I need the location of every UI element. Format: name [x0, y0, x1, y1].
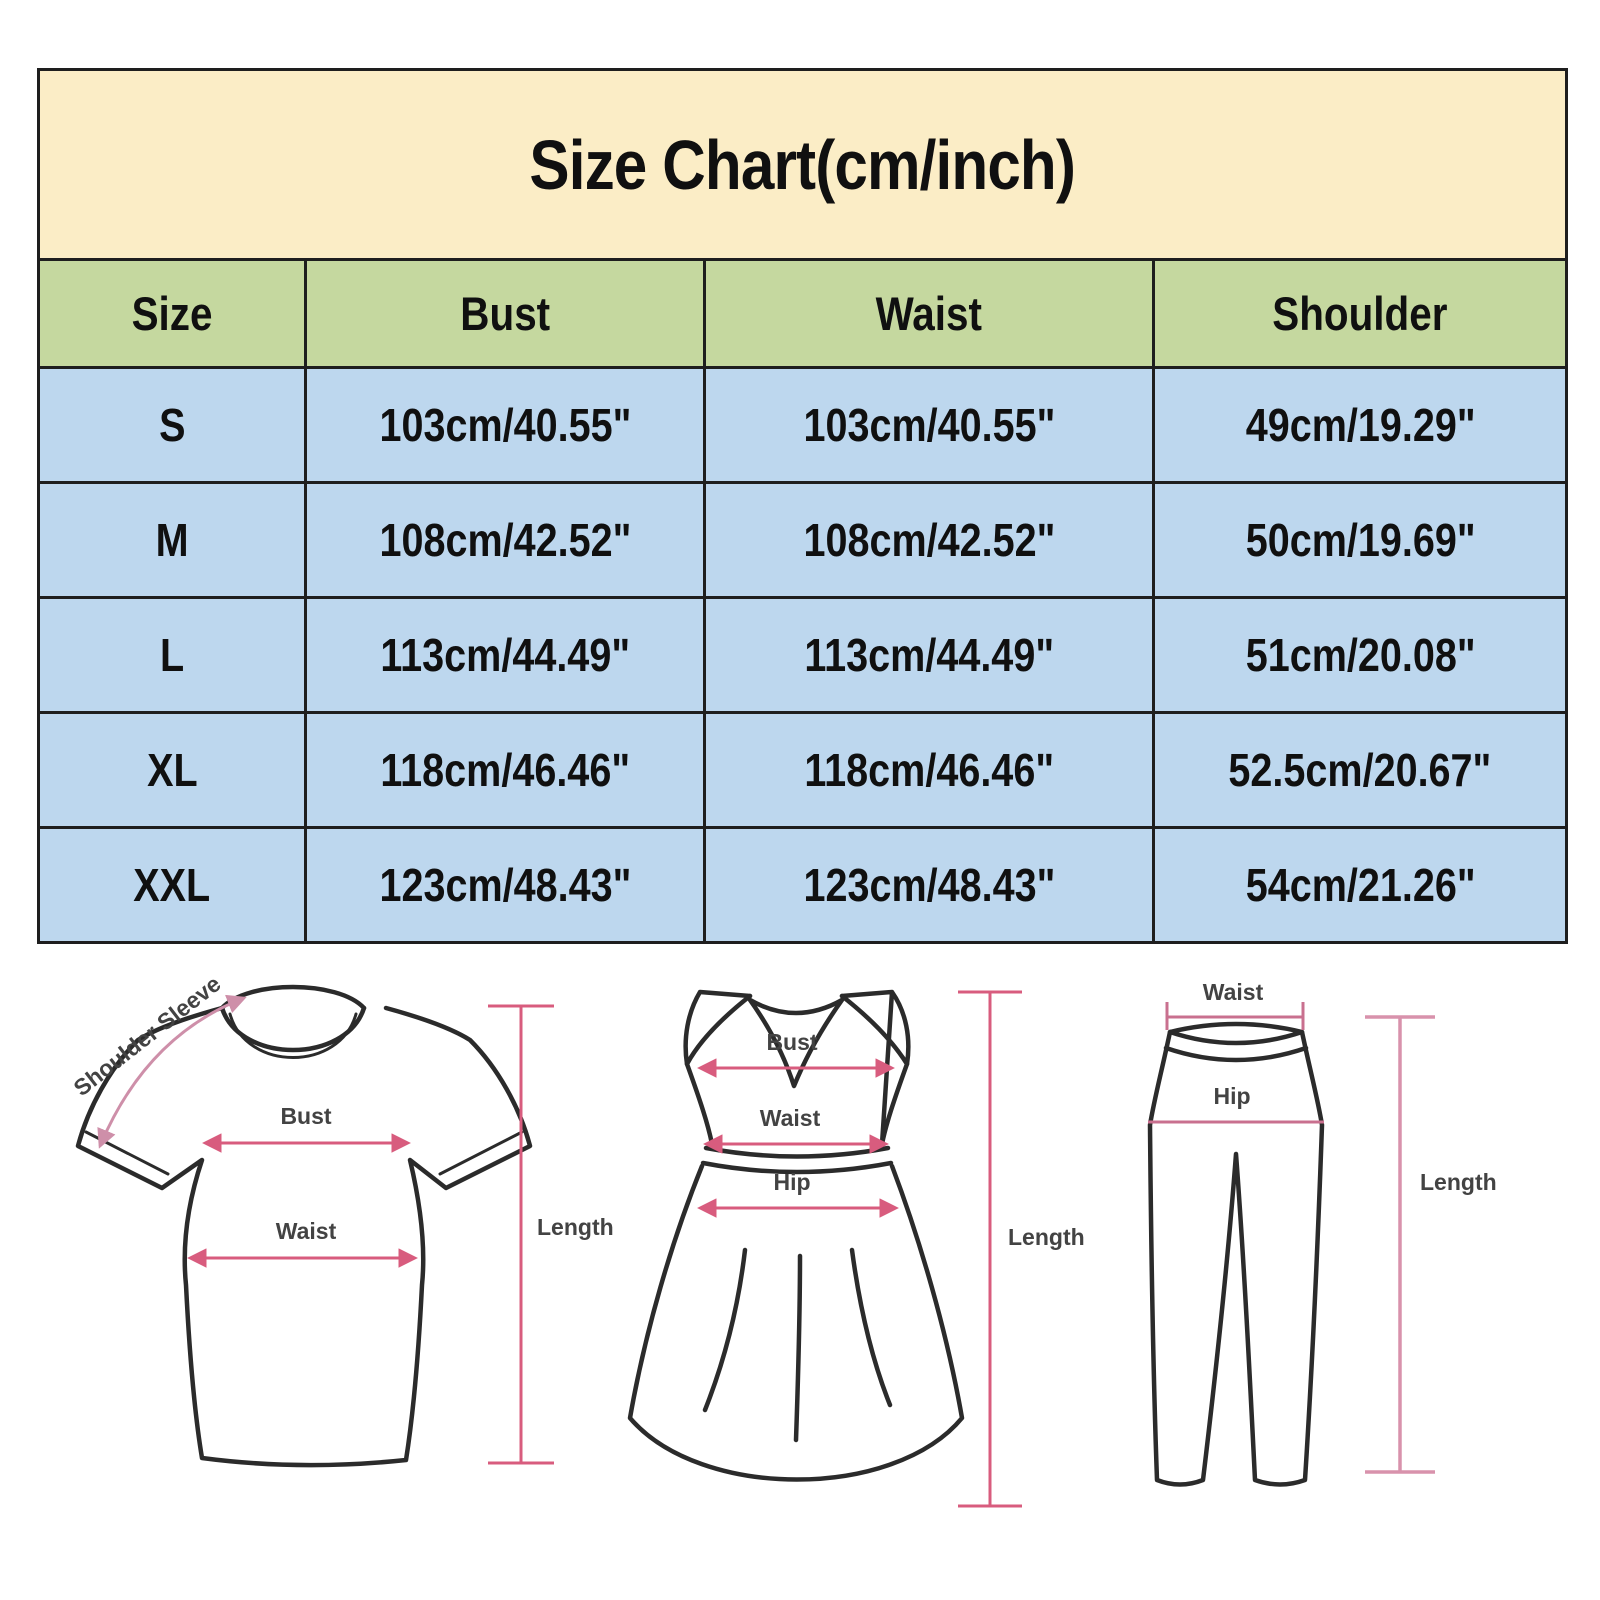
dress-hip-label: Hip [773, 1169, 811, 1195]
cell-shoulder: 54cm/21.26" [1154, 828, 1567, 943]
table-row [39, 598, 1567, 713]
cell-size: L [39, 598, 306, 713]
table-row [39, 368, 1567, 483]
tshirt-waist-label: Waist [275, 1218, 337, 1244]
tshirt-right-cuff [440, 1132, 522, 1174]
cell-waist: 108cm/42.52" [705, 483, 1154, 598]
table-header-row [39, 260, 1567, 368]
pants-diagram [1148, 979, 1497, 1485]
cell-waist: 103cm/40.55" [705, 368, 1154, 483]
tshirt-collar-front [222, 1008, 364, 1050]
column-header-bust: Bust [306, 260, 705, 368]
pants-waist-label: Waist [1202, 979, 1264, 1005]
shoulder-sleeve-label: Shoulder Sleeve [68, 970, 226, 1102]
cell-waist: 118cm/46.46" [705, 713, 1154, 828]
cell-waist: 113cm/44.49" [705, 598, 1154, 713]
dress-bust-label: Bust [766, 1029, 818, 1055]
cell-waist: 123cm/48.43" [705, 828, 1154, 943]
cell-size: M [39, 483, 306, 598]
cell-shoulder: 52.5cm/20.67" [1154, 713, 1567, 828]
pants-length-line [1365, 1017, 1435, 1472]
table-row [39, 713, 1567, 828]
tshirt-length-label: Length [537, 1214, 614, 1240]
page-title: Size Chart(cm/inch) [39, 70, 1567, 260]
column-header-size: Size [39, 260, 306, 368]
tshirt-left-cuff [86, 1132, 168, 1174]
table-title-row [39, 70, 1567, 260]
cell-size: XXL [39, 828, 306, 943]
cell-bust: 113cm/44.49" [306, 598, 705, 713]
table-row [39, 828, 1567, 943]
dress-waist-label: Waist [759, 1105, 821, 1131]
cell-size: XL [39, 713, 306, 828]
cell-bust: 123cm/48.43" [306, 828, 705, 943]
cell-bust: 108cm/42.52" [306, 483, 705, 598]
cell-shoulder: 51cm/20.08" [1154, 598, 1567, 713]
column-header-waist: Waist [705, 260, 1154, 368]
pants-length-label: Length [1420, 1169, 1497, 1195]
cell-bust: 118cm/46.46" [306, 713, 705, 828]
dress-length-label: Length [1008, 1224, 1085, 1250]
cell-shoulder: 50cm/19.69" [1154, 483, 1567, 598]
cell-size: S [39, 368, 306, 483]
dress-diagram [630, 992, 1085, 1506]
cell-bust: 103cm/40.55" [306, 368, 705, 483]
column-header-shoulder: Shoulder [1154, 260, 1567, 368]
dress-skirt-folds [705, 1250, 890, 1440]
tshirt-bust-label: Bust [280, 1103, 332, 1129]
tshirt-diagram [69, 970, 614, 1465]
size-table [37, 68, 1568, 944]
pants-hip-label: Hip [1213, 1083, 1251, 1109]
table-row [39, 483, 1567, 598]
cell-shoulder: 49cm/19.29" [1154, 368, 1567, 483]
measurement-diagrams [0, 940, 1600, 1600]
pants-waistband [1166, 1024, 1306, 1060]
